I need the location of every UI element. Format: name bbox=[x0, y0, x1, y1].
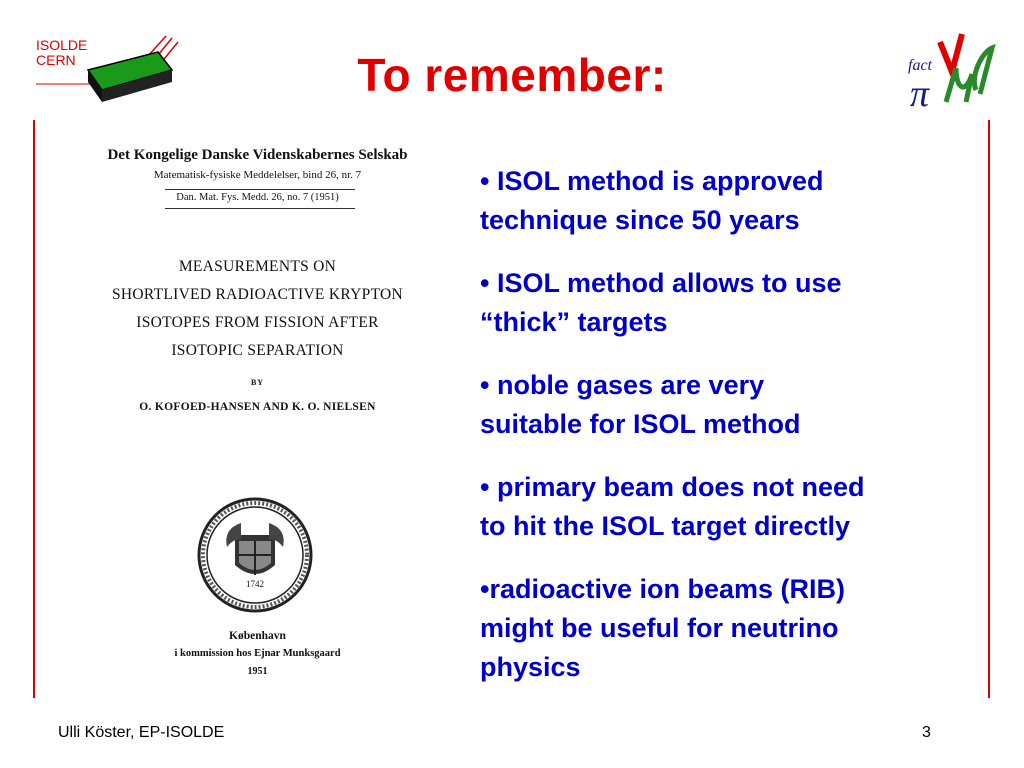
paper-title-page bbox=[55, 125, 460, 685]
page-title: To remember: bbox=[357, 49, 667, 101]
right-border-line bbox=[988, 120, 990, 698]
paper-publisher: i kommission hos Ejnar Munksgaard bbox=[174, 648, 341, 659]
paper-rule-top bbox=[165, 189, 355, 190]
svg-text:π: π bbox=[910, 73, 930, 112]
paper-title-line: ISOTOPES FROM FISSION AFTER bbox=[136, 314, 379, 331]
academy-seal-icon bbox=[195, 495, 315, 615]
footer-author: Ulli Köster, EP-ISOLDE bbox=[58, 724, 225, 741]
paper-society: Det Kongelige Danske Videnskabernes Selskab bbox=[107, 147, 408, 163]
paper-city: København bbox=[229, 630, 286, 642]
logo-cern-text: CERN bbox=[36, 52, 76, 68]
bullet-list bbox=[480, 162, 980, 711]
paper-title-line: MEASUREMENTS ON bbox=[178, 258, 337, 275]
svg-text:1742: 1742 bbox=[246, 579, 264, 589]
paper-title bbox=[55, 253, 460, 365]
logo-isolde-text: ISOLDE bbox=[36, 37, 88, 53]
svg-text:fact: fact bbox=[908, 57, 932, 74]
nu-factory-icon bbox=[900, 28, 1000, 112]
paper-rule-bottom bbox=[165, 208, 355, 209]
bullet-item: • ISOL method allows to use “thick” targets bbox=[480, 268, 842, 337]
paper-authors: O. KOFOED-HANSEN AND K. O. NIELSEN bbox=[139, 401, 376, 413]
bullet-item: •radioactive ion beams (RIB) might be useful for neutrino physics bbox=[480, 574, 846, 682]
fact-nu-logo bbox=[900, 28, 1000, 112]
page-number: 3 bbox=[922, 724, 931, 741]
paper-series: Matematisk-fysiske Meddelelser, bind 26, nr. 7 bbox=[153, 169, 362, 181]
paper-year: 1951 bbox=[247, 666, 268, 677]
paper-reference: Dan. Mat. Fys. Medd. 26, no. 7 (1951) bbox=[176, 192, 339, 203]
paper-by: BY bbox=[250, 378, 265, 387]
bullet-item: • noble gases are very suitable for ISOL method bbox=[480, 370, 801, 439]
bullet-item: • primary beam does not need to hit the ISOL target directly bbox=[480, 472, 865, 541]
paper-title-line: SHORTLIVED RADIOACTIVE KRYPTON bbox=[111, 286, 404, 303]
paper-title-line: ISOTOPIC SEPARATION bbox=[171, 342, 344, 359]
bullet-item: • ISOL method is approved technique since 50 years bbox=[480, 166, 824, 235]
left-border-line bbox=[33, 120, 35, 698]
